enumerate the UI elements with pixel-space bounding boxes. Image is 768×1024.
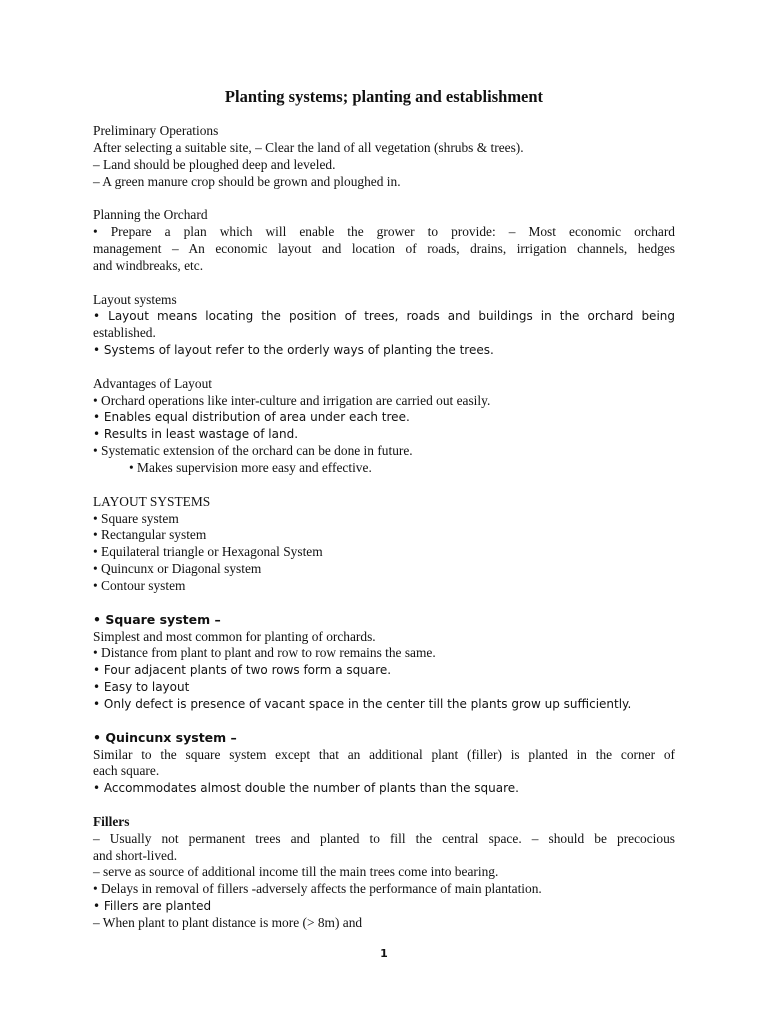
text-line: – When plant to plant distance is more (> 8m) and [93,914,363,930]
section-preliminary-operations [93,123,675,190]
text-line: After selecting a suitable site, – Clear the land of all vegetation (shrubs & trees). [93,139,524,155]
list-item: • Contour system [93,577,186,593]
section-layout-systems [93,292,675,359]
list-item: • Results in least wastage of land. [93,427,299,442]
list-item: • Orchard operations like inter-culture and irrigation are carried out easily. [93,392,491,408]
text-line: – Usually not permanent trees and planted to fill the central space. – should be precocious [93,830,675,846]
section-heading: Planning the Orchard [93,207,208,223]
text-line: Similar to the square system except that an additional plant (filler) is planted in the corner of [93,746,675,762]
section-heading: Layout systems [93,291,177,307]
list-item: • Equilateral triangle or Hexagonal System [93,544,323,560]
text-line: – Land should be ploughed deep and leveled. [93,156,336,172]
text-line: – A green manure crop should be grown and ploughed in. [93,173,401,189]
section-fillers [93,814,675,932]
list-item: • Rectangular system [93,527,207,543]
list-item: • Easy to layout [93,680,190,695]
section-heading: • Quincunx system – [93,729,237,745]
page-content [93,123,675,949]
list-item: • Distance from plant to plant and row to row remains the same. [93,645,436,661]
text-line: – serve as source of additional income till the main trees come into bearing. [93,864,499,880]
section-advantages-of-layout [93,376,675,477]
text-line: each square. [93,763,160,779]
list-item: • Only defect is presence of vacant space in the center till the plants grow up sufficiently. [93,696,632,711]
page-number: 1 [380,947,388,960]
section-heading: LAYOUT SYSTEMS [93,493,211,509]
section-planning-the-orchard [93,207,675,274]
text-line: established. [93,325,156,341]
section-heading: Advantages of Layout [93,375,212,391]
list-item: • Fillers are planted [93,899,212,914]
list-item: • Enables equal distribution of area under each tree. [93,410,410,425]
list-item: • Four adjacent plants of two rows form a square. [93,663,392,678]
list-item: • Systematic extension of the orchard can be done in future. [93,443,413,459]
text-line: and short-lived. [93,847,178,863]
list-item: • Delays in removal of fillers -adversely affects the performance of main plantation. [93,881,542,897]
text-line: Simplest and most common for planting of orchards. [93,628,376,644]
text-line: • Prepare a plan which will enable the grower to provide: – Most economic orchard [93,224,675,240]
text-line: management – An economic layout and location of roads, drains, irrigation channels, hedges [93,240,675,256]
list-item: • Square system [93,510,179,526]
list-item: • Quincunx or Diagonal system [93,561,262,577]
section-heading: Preliminary Operations [93,123,219,138]
text-line: • Layout means locating the position of trees, roads and buildings in the orchard being [93,309,675,324]
list-item: • Accommodates almost double the number of plants than the square. [93,781,519,796]
text-line: • Systems of layout refer to the orderly ways of planting the trees. [93,343,494,358]
section-square-system [93,612,675,713]
list-item: • Makes supervision more easy and effective. [129,460,372,476]
section-quincunx-system [93,730,675,797]
section-heading: • Square system – [93,611,221,627]
section-heading: Fillers [93,813,130,829]
section-layout-systems-list [93,494,675,595]
page-title: Planting systems; planting and establishment [224,87,544,106]
text-line: and windbreaks, etc. [93,257,204,273]
